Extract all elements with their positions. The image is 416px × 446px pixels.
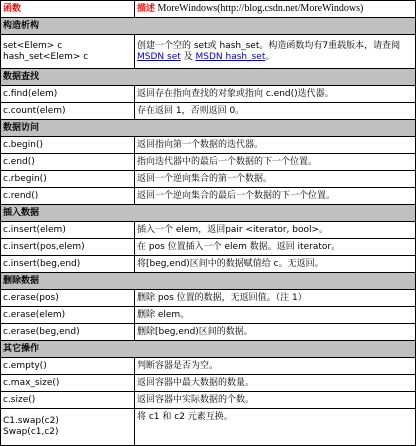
function-name: C1.swap(c2) [3,416,59,426]
function-name: c.empty() [1,358,135,375]
header-source-text: MoreWindows(http://blog.csdn.net/MoreWindows) [155,3,364,14]
description-text: 存在返回 1，否则返回 0。 [135,103,416,120]
function-name: c.insert(pos,elem) [1,239,135,256]
table-row [1,324,416,341]
description-text: 返回容器中最大数据的数量。 [135,375,416,392]
function-name: c.max_size() [1,375,135,392]
section-title: 数据查找 [1,69,416,86]
section-row [1,273,416,290]
function-name: c.rend() [1,188,135,205]
function-name: c.rbegin() [1,171,135,188]
table-row [1,222,416,239]
section-title: 其它操作 [1,341,416,358]
function-name: c.erase(beg,end) [1,324,135,341]
table-row [1,137,416,154]
description-text: 删除 pos 位置的数据，无返回值。（注 1） [135,290,416,307]
description-text: 返回一个逆向集合的第一个数据。 [135,171,416,188]
description-text: 返回指向第一个数据的迭代器。 [135,137,416,154]
section-row [1,205,416,222]
msdn-hash-set-link[interactable]: MSDN hash_set [195,51,266,62]
table-row [1,307,416,324]
section-title: 插入数据 [1,205,416,222]
function-name: c.find(elem) [1,86,135,103]
description-cell [135,35,416,69]
section-row [1,341,416,358]
table-row [1,154,416,171]
table-row [1,188,416,205]
function-name: c.size() [1,392,135,409]
table-row [1,103,416,120]
header-description-cell [135,1,416,18]
table-row [1,358,416,375]
description-text: 及 [180,51,196,62]
section-title: 删除数据 [1,273,416,290]
header-description-label: 描述 [137,4,156,14]
function-name: c.insert(elem) [1,222,135,239]
description-text: 指向迭代器中的最后一个数据的下一个位置。 [135,154,416,171]
description-text: 。 [265,51,275,62]
function-name: c.erase(pos) [1,290,135,307]
description-text: 删除[beg,end)区间的数据。 [135,324,416,341]
description-text: 插入一个 elem，返回pair <iterator, bool>。 [135,222,416,239]
section-row [1,18,416,35]
description-text: 返回存在指向查找的对象或指向 c.end()迭代器。 [135,86,416,103]
description-text: 返回一个逆向集合的最后一个数据的下一个位置。 [135,188,416,205]
table-row [1,392,416,409]
function-cell [1,35,135,69]
description-text: 将[beg,end)区间中的数据赋值给 c。无返回。 [135,256,416,273]
function-name: c.erase(elem) [1,307,135,324]
function-name: hash_set<Elem> c [3,51,89,62]
description-text: 返回容器中实际数据的个数。 [135,392,416,409]
header-function-label: 函数 [3,3,22,14]
description-text: 判断容器是否为空。 [135,358,416,375]
table-row [1,239,416,256]
section-row [1,69,416,86]
description-text: 将 c1 和 c2 元素互换。 [135,409,416,446]
table-row [1,171,416,188]
description-text: 创建一个空的 set或 hash_set。构造函数均有7重载版本，请查阅 [137,40,401,51]
table-row [1,86,416,103]
header-row [1,1,416,18]
header-function-cell [1,1,135,18]
description-text: 在 pos 位置插入一个 elem 数据。返回 iterator。 [135,239,416,256]
table-row [1,375,416,392]
table-row [1,290,416,307]
function-name: c.count(elem) [1,103,135,120]
section-title: 构造析构 [1,18,416,35]
table-row [1,256,416,273]
msdn-set-link[interactable]: MSDN set [137,51,181,62]
description-text: 删除 elem。 [135,307,416,324]
function-name: c.begin() [1,137,135,154]
table-row [1,35,416,69]
section-title: 数据访问 [1,120,416,137]
function-name: c.end() [1,154,135,171]
function-name: Swap(c1,c2) [3,427,59,437]
section-row [1,120,416,137]
function-name: set<Elem> c [3,40,63,51]
function-name: c.insert(beg,end) [1,256,135,273]
